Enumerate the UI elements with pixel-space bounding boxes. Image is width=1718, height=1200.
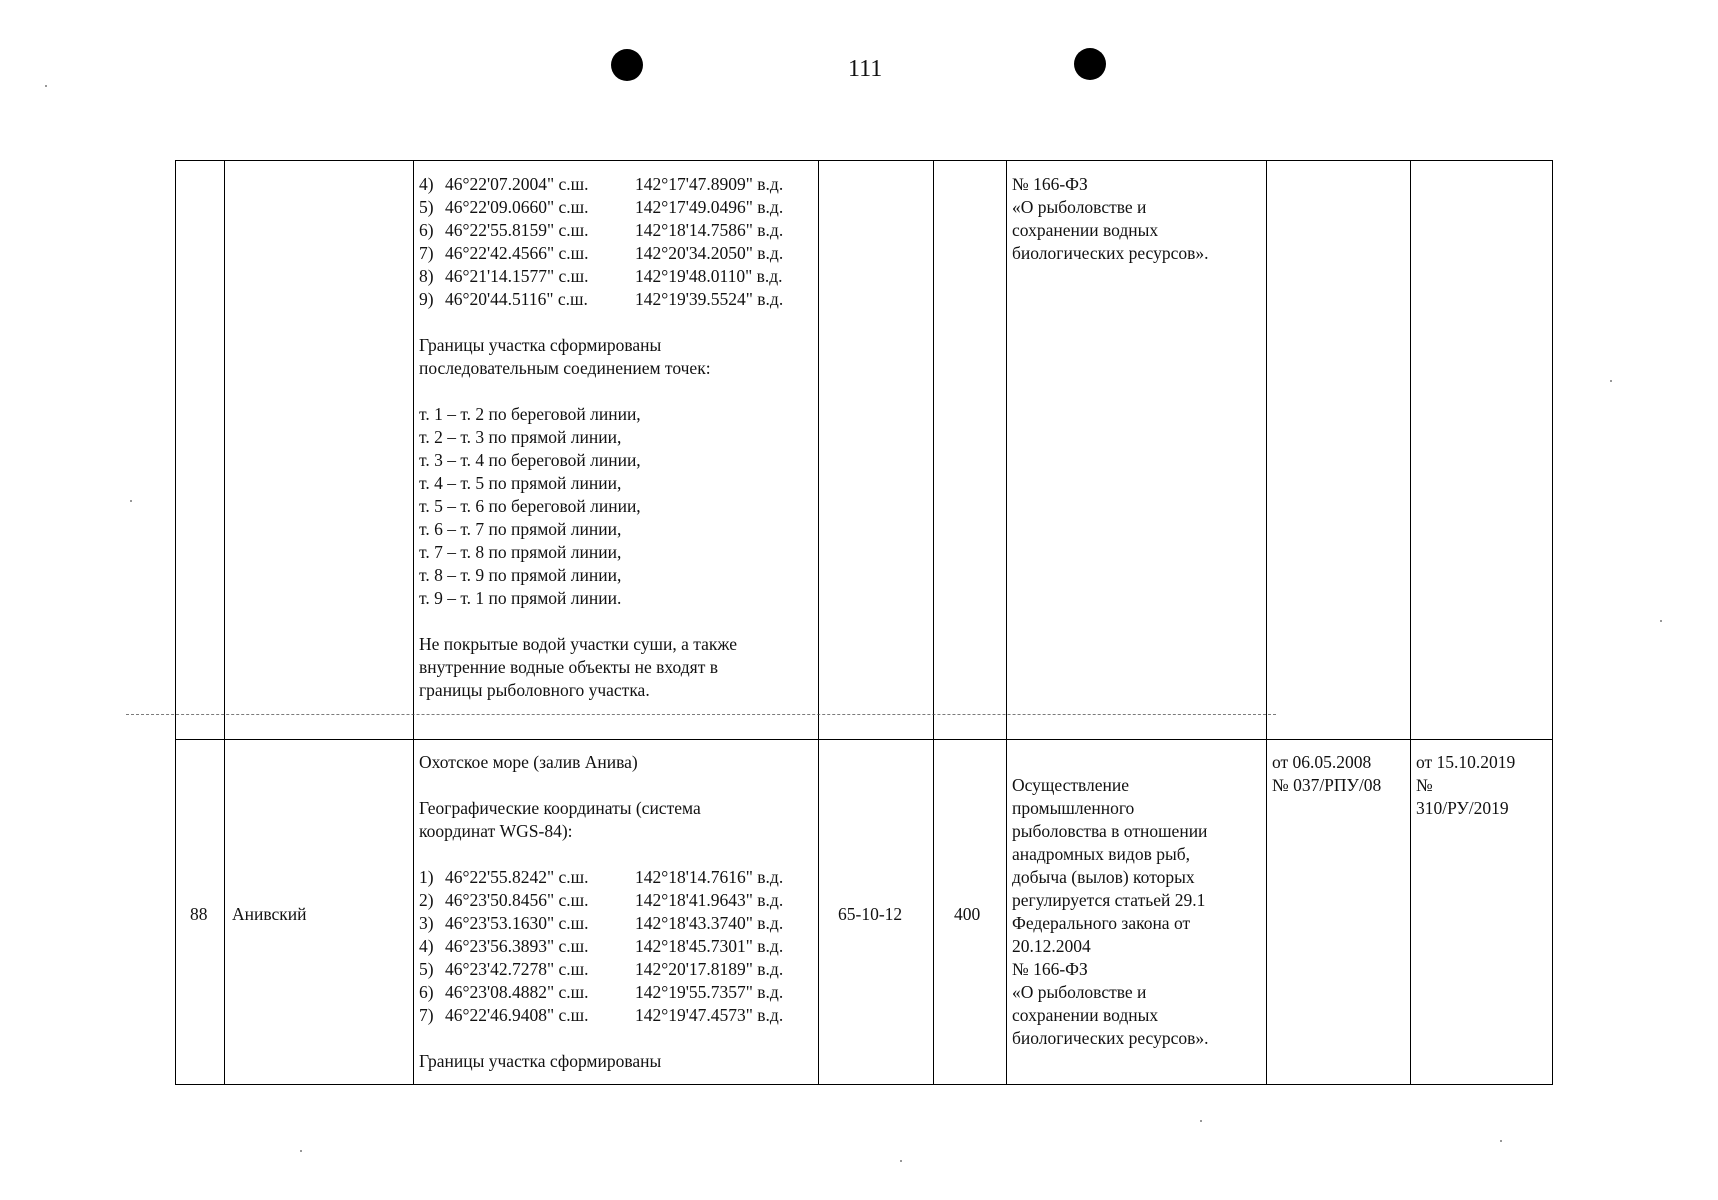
coordinate-row [419,866,784,889]
agreement-number: № 037/РПУ/08 [1272,775,1382,795]
point-number: 5) [419,197,434,217]
point-number: 7) [419,1005,434,1025]
row2-agreement [1272,751,1381,797]
latitude: 46°23'56.3893" с.ш. [445,936,589,956]
latitude: 46°23'08.4882" с.ш. [445,982,589,1002]
longitude: 142°19'48.0110" в.д. [635,266,783,286]
point-number: 2) [419,890,434,910]
row1-note-line3: границы рыболовного участка. [419,680,650,700]
point-number: 4) [419,174,434,194]
purpose-line: Федерального закона от [1012,913,1191,933]
row1-description [419,173,784,702]
purpose-line: анадромных видов рыб, [1012,844,1190,864]
decision-date: от 15.10.2019 [1416,752,1516,772]
point-number: 1) [419,867,434,887]
row2-water-body: Охотское море (залив Анива) [419,752,638,772]
latitude: 46°22'07.2004" с.ш. [445,174,589,194]
coordinate-row [419,196,784,219]
latitude: 46°23'42.7278" с.ш. [445,959,589,979]
row1-note-line2: внутренние водные объекты не входят в [419,657,718,677]
fishing-areas-table [175,160,1553,1085]
point-number: 6) [419,220,434,240]
longitude: 142°18'43.3740" в.д. [635,913,784,933]
row1-segment-list [419,403,737,610]
punch-hole-left [611,49,643,81]
row2-purpose [1012,774,1208,1050]
point-number: 3) [419,913,434,933]
row2-boundary-intro: Границы участка сформированы [419,1051,662,1071]
purpose-line: биологических ресурсов». [1012,1028,1209,1048]
row2-coord-system-line2: координат WGS-84): [419,821,573,841]
coordinate-row [419,1004,784,1027]
law-title-line3: биологических ресурсов». [1012,243,1209,263]
segment-line: т. 9 – т. 1 по прямой линии. [419,588,622,608]
agreement-date: от 06.05.2008 [1272,752,1372,772]
point-number: 5) [419,959,434,979]
coordinate-row [419,265,783,288]
purpose-line: рыболовства в отношении [1012,821,1208,841]
column-border [224,161,225,1084]
longitude: 142°18'14.7586" в.д. [635,220,784,240]
row1-coordinate-list [419,173,784,311]
latitude: 46°22'46.9408" с.ш. [445,1005,589,1025]
punch-hole-right [1074,48,1106,80]
row1-law-reference [1012,173,1208,265]
latitude: 46°21'14.1577" с.ш. [445,266,589,286]
coordinate-row [419,912,784,935]
decision-number-sign: № [1416,775,1433,795]
coordinate-row [419,889,784,912]
purpose-line: Осуществление [1012,775,1130,795]
coordinate-row [419,173,784,196]
row2-coordinate-list [419,866,784,1027]
segment-line: т. 3 – т. 4 по береговой линии, [419,450,641,470]
purpose-line: добыча (вылов) которых [1012,867,1195,887]
purpose-line: «О рыболовстве и [1012,982,1147,1002]
longitude: 142°19'47.4573" в.д. [635,1005,784,1025]
longitude: 142°20'17.8189" в.д. [635,959,784,979]
latitude: 46°23'53.1630" с.ш. [445,913,589,933]
segment-line: т. 7 – т. 8 по прямой линии, [419,542,622,562]
point-number: 6) [419,982,434,1002]
row2-coord-system-line1: Географические координаты (система [419,798,701,818]
coordinate-row [419,958,784,981]
row2-code: 65-10-12 [838,904,903,924]
column-border [1266,161,1267,1084]
purpose-line: регулируется статьей 29.1 [1012,890,1206,910]
longitude: 142°17'49.0496" в.д. [635,197,784,217]
row2-area-size: 400 [954,904,981,924]
segment-line: т. 5 – т. 6 по береговой линии, [419,496,641,516]
coordinate-row [419,288,784,311]
point-number: 8) [419,266,434,286]
latitude: 46°22'42.4566" с.ш. [445,243,589,263]
page-number: 111 [848,56,883,82]
row2-description [419,751,784,1073]
scan-artifact-line [126,714,1276,715]
segment-line: т. 1 – т. 2 по береговой линии, [419,404,641,424]
purpose-line: 20.12.2004 [1012,936,1091,956]
law-number: № 166-ФЗ [1012,174,1088,194]
row1-note-line1: Не покрытые водой участки суши, а также [419,634,737,654]
row2-number: 88 [190,904,208,924]
column-border [933,161,934,1084]
coordinate-row [419,981,784,1004]
row2-decision [1416,751,1515,820]
longitude: 142°19'55.7357" в.д. [635,982,784,1002]
point-number: 4) [419,936,434,956]
coordinate-row [419,935,784,958]
column-border [1410,161,1411,1084]
point-number: 9) [419,289,434,309]
purpose-line: № 166-ФЗ [1012,959,1088,979]
latitude: 46°22'55.8159" с.ш. [445,220,589,240]
longitude: 142°19'39.5524" в.д. [635,289,784,309]
column-border [413,161,414,1084]
law-title-line1: «О рыболовстве и [1012,197,1147,217]
law-title-line2: сохранении водных [1012,220,1159,240]
segment-line: т. 2 – т. 3 по прямой линии, [419,427,622,447]
row1-boundary-intro-line1: Границы участка сформированы [419,335,662,355]
latitude: 46°23'50.8456" с.ш. [445,890,589,910]
purpose-line: промышленного [1012,798,1135,818]
longitude: 142°20'34.2050" в.д. [635,243,784,263]
row2-area-name: Анивский [232,904,307,924]
row1-boundary-intro-line2: последовательным соединением точек: [419,358,711,378]
decision-number: 310/РУ/2019 [1416,798,1509,818]
longitude: 142°17'47.8909" в.д. [635,174,784,194]
coordinate-row [419,242,784,265]
column-border [1006,161,1007,1084]
segment-line: т. 4 – т. 5 по прямой линии, [419,473,622,493]
segment-line: т. 6 – т. 7 по прямой линии, [419,519,622,539]
latitude: 46°22'55.8242" с.ш. [445,867,589,887]
coordinate-row [419,219,784,242]
longitude: 142°18'45.7301" в.д. [635,936,784,956]
row-separator [176,739,1552,740]
longitude: 142°18'41.9643" в.д. [635,890,784,910]
column-border [818,161,819,1084]
segment-line: т. 8 – т. 9 по прямой линии, [419,565,622,585]
longitude: 142°18'14.7616" в.д. [635,867,784,887]
point-number: 7) [419,243,434,263]
latitude: 46°20'44.5116" с.ш. [445,289,588,309]
purpose-line: сохранении водных [1012,1005,1159,1025]
latitude: 46°22'09.0660" с.ш. [445,197,589,217]
